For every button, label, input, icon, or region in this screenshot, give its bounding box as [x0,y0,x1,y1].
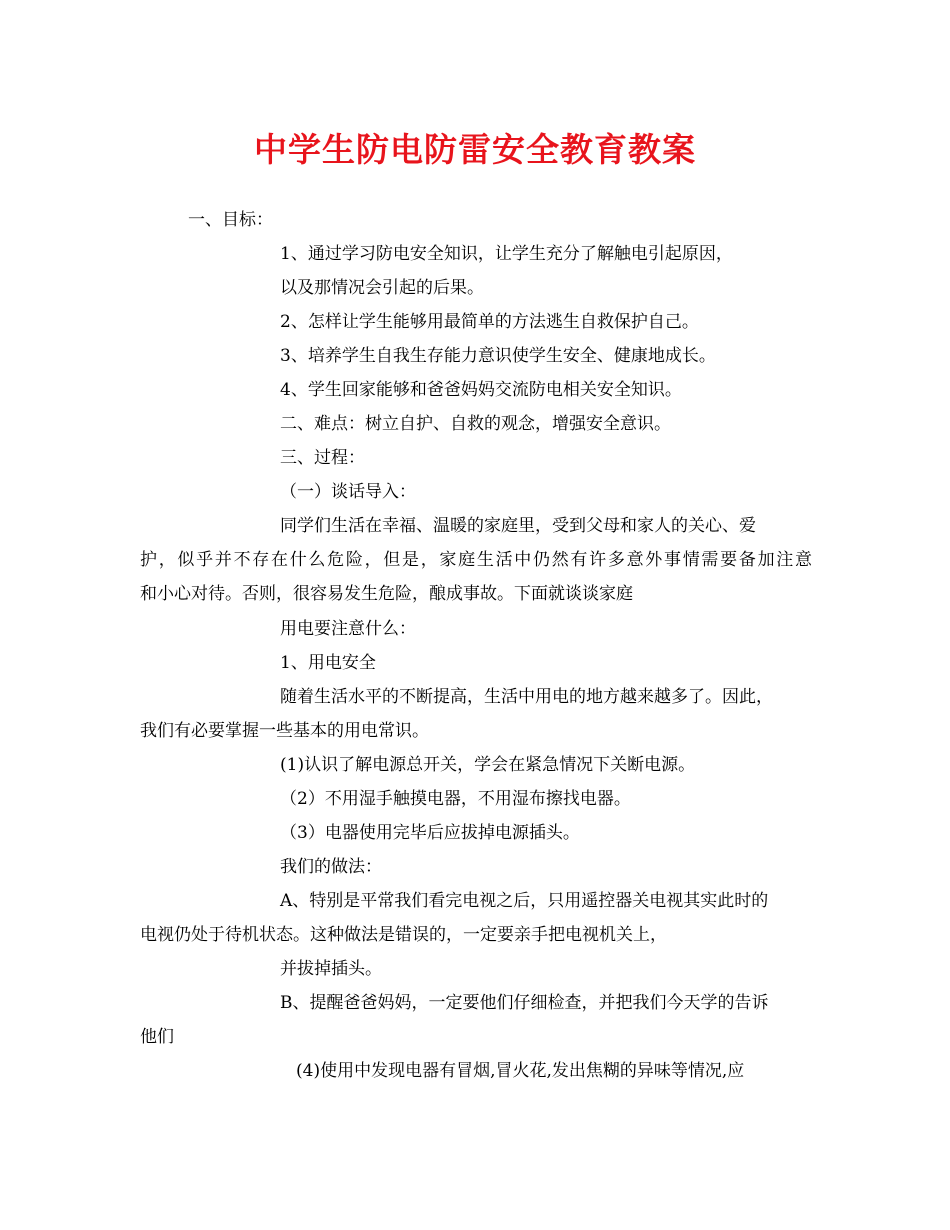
text-line: 一、目标： [188,210,273,230]
text-line: 4、学生回家能够和爸爸妈妈交流防电相关安全知识。 [280,380,682,400]
text-line: 他们 [140,1027,174,1047]
text-line: （2）不用湿手触摸电器，不用湿布擦找电器。 [280,789,631,809]
document-title: 中学生防电防雷安全教育教案 [254,130,696,169]
text-line: 护，似乎并不存在什么危险，但是，家庭生活中仍然有许多意外事情需要备加注意 [140,550,812,570]
text-line: 随着生活水平的不断提高，生活中用电的地方越来越多了。因此， [280,687,773,707]
text-line: 2、怎样让学生能够用最简单的方法逃生自救保护自己。 [280,312,699,332]
text-line: 用电要注意什么： [280,619,416,639]
text-line: A、特别是平常我们看完电视之后，只用遥控器关电视其实此时的 [280,891,769,911]
text-line: 并拔掉插头。 [280,959,382,979]
text-line: (4)使用中发现电器有冒烟,冒火花,发出焦糊的异味等情况,应 [296,1061,745,1081]
text-line: (1)认识了解电源总开关，学会在紧急情况下关断电源。 [280,755,696,775]
text-line: 3、培养学生自我生存能力意识使学生安全、健康地成长。 [280,346,716,366]
text-line: 1、用电安全 [280,653,376,673]
text-line: （3）电器使用完毕后应拔掉电源插头。 [280,823,580,843]
text-line: 1、通过学习防电安全知识，让学生充分了解触电引起原因， [280,244,733,264]
text-line: （一）谈话导入： [280,482,416,502]
text-line: 以及那情况会引起的后果。 [280,278,484,298]
text-line: 同学们生活在幸福、温暖的家庭里，受到父母和家人的关心、爱 [280,516,756,536]
text-line: 二、难点：树立自护、自救的观念，增强安全意识。 [280,414,671,434]
text-line: B、提醒爸爸妈妈，一定要他们仔细检查，并把我们今天学的告诉 [280,993,769,1013]
text-line: 三、过程： [280,448,365,468]
text-line: 我们的做法： [280,857,382,877]
text-line: 我们有必要掌握一些基本的用电常识。 [140,721,429,741]
text-line: 电视仍处于待机状态。这种做法是错误的，一定要亲手把电视机关上， [140,925,667,945]
text-line: 和小心对待。否则，很容易发生危险，酿成事故。下面就谈谈家庭 [140,584,633,604]
